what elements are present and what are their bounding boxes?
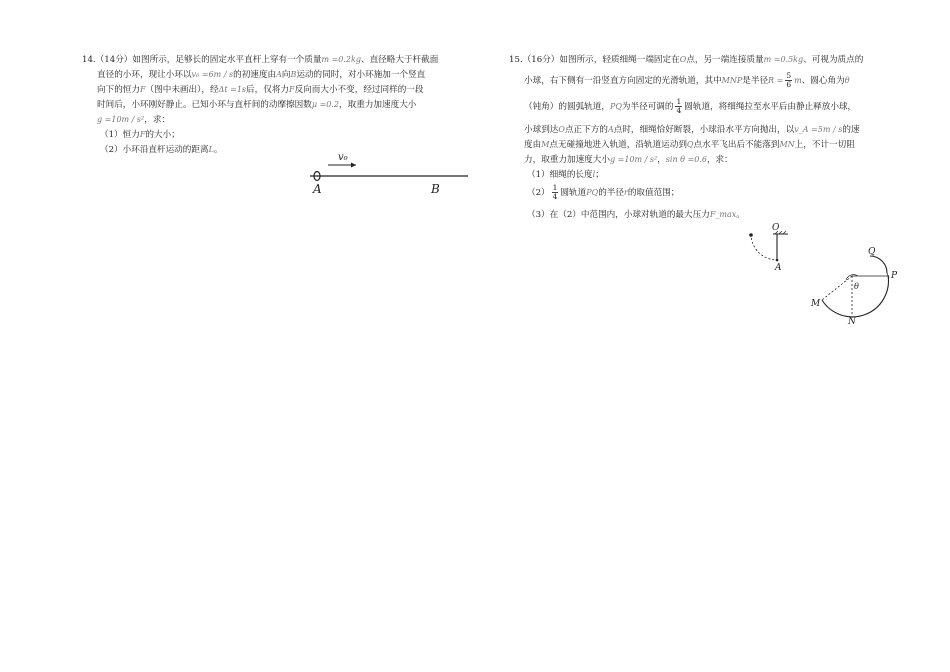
q15-point-m: M [541,140,550,149]
q14-text: （图中未画出），经 [145,85,219,95]
q15-sub2-fraction [552,184,559,201]
q15-text: 是半径 [742,76,769,86]
q15-text: 的取值范围； [627,188,680,198]
q14-text: （1）恒力 [100,130,140,140]
q14-text: 后，仅将力 [246,85,290,95]
q14-point-a: A [276,70,282,79]
fraction-numerator: 5 [786,71,792,80]
q15-radius: R = [768,76,784,85]
q14-text: （2）小环沿直杆运动的距离 [100,145,209,155]
q15-line-1 [509,52,907,67]
q14-text: 时间后，小环刚好静止。已知小环与直杆间的动摩擦因数 [97,100,312,110]
q14-line-5 [82,112,478,127]
q14-line-3 [82,82,478,97]
q15-text: （2） [527,188,550,198]
q15-text: ，求： [706,155,733,165]
q14-text: 的大小； [145,130,180,140]
q15-theta: θ [844,76,850,85]
q15-g: g =10m / s² [609,155,658,164]
q14-text: 的初速度由 [233,70,277,80]
q15-text: 小球到达 [524,125,559,135]
point-a-dot [776,259,779,262]
q14-force: F [139,130,146,139]
q15-figure [740,218,910,330]
q15-line-5 [509,137,907,152]
fraction-denominator: 4 [552,192,558,201]
q14-v0: v₀ =6m / s [191,70,234,79]
question-15 [509,52,907,222]
q15-va: v_A =5m / s [794,125,843,134]
q15-track-pq: PQ [586,188,599,197]
quarter-arc-pq [870,256,887,273]
q15-track-pq: PQ [609,102,622,111]
q15-mass: m =0.5kg [763,55,804,64]
q15-text: 点无碰撞地进入轨道，沿轨道运动到 [549,140,687,150]
question-14 [82,52,478,157]
q14-text: 向下的恒力 [97,85,140,95]
q15-segment-mn: MN [779,140,795,149]
q15-radius-fraction [785,72,792,89]
q14-line-4 [82,97,478,112]
q15-rope-length: l [592,170,596,179]
n-label: N [848,317,856,327]
q14-text: 反向而大小不变，经过同样的一段 [294,85,424,95]
q15-line-4 [509,122,907,137]
q15-line-2 [509,70,907,92]
q15-text: 点水平飞出后不能落到 [693,140,780,150]
q15-line-6 [509,152,907,167]
q14-text: ，求： [144,115,171,125]
p-label: P [891,271,898,281]
fraction-numerator: 1 [676,97,682,106]
q15-sin-theta: sin θ =0.6 [665,155,707,164]
q14-figure [300,148,480,200]
arrow-head [351,163,356,168]
q14-text: 运动的同时，对小环施加一个竖直 [296,70,426,80]
q15-sub-2 [509,182,907,204]
theta-label: θ [854,282,859,291]
q14-header: 14.（14分）如图所示，足够长的固定水平直杆上穿有一个质量 [82,55,322,65]
q15-small-radius: r [623,188,628,197]
q15-text: 的速 [842,125,860,135]
q15-line-3 [509,96,907,118]
q15-text: （1）细绳的长度 [527,170,593,180]
q15-point-q: Q [686,140,694,149]
m-label: M [811,299,821,309]
q15-point-a: A [607,125,614,134]
q15-max-force: F_max [709,210,737,219]
q14-force: F [289,85,295,94]
fraction-denominator: 6 [786,80,792,89]
q14-sub-1 [82,127,478,142]
ball [749,233,753,237]
q14-text: 直径的小环，现让小环以 [97,70,192,80]
radius-to-m [822,276,852,300]
fraction-numerator: 1 [552,183,558,192]
q15-text: 圆轨道 [560,188,587,198]
q15-text: 、可视为质点的 [803,55,864,65]
q14-line-2 [82,67,478,82]
q15-unit: m [794,76,802,85]
q14-force: F [139,85,146,94]
fraction-denominator: 4 [676,106,682,115]
q14-text: 向 [281,70,291,80]
q15-text: 力，取重力加速度大小 [524,155,610,165]
q14-g: g =10m / s² [97,115,145,124]
q14-text: 。 [213,145,223,155]
q15-text: ， [657,155,666,165]
q15-text: （钝角）的圆弧轨道， [524,102,610,112]
q15-text: 、圆心角为 [801,76,845,86]
q15-header: 15.（16分）如图所示，轻质细绳一端固定在 [509,55,680,65]
q14-distance: L [208,145,214,154]
q15-text: 点正下方的 [564,125,608,135]
point-b-label: B [431,182,440,196]
q15-text: 。 [736,210,745,220]
q15-point-o: O [679,55,687,64]
q15-arc-mnp: MNP [721,76,743,85]
q15-text: 点，另一端连接质量 [686,55,764,65]
q14-dt: Δt =1s [218,85,247,94]
q-label: Q [868,247,876,257]
q15-text: （3）在（2）中范围内，小球对轨道的最大压力 [527,210,710,220]
q15-text: 度由 [524,140,542,150]
q14-mass: m =0.2kg [321,55,361,64]
q15-text: 圆轨道，将细绳拉至水平后由静止释放小球， [684,102,857,112]
q14-line-1 [82,52,478,67]
q15-sub-1 [509,167,907,182]
q15-text: 的半径 [598,188,624,198]
q15-text: 点时，细绳恰好断裂，小球沿水平方向抛出，以 [613,125,795,135]
q15-point-o: O [558,125,565,134]
point-a-label: A [313,182,322,196]
q15-text: 小球，右下侧有一沿竖直方向固定的光滑轨道，其中 [524,76,722,86]
q15-text: ； [595,170,604,180]
q15-quarter-fraction [675,98,682,115]
o-label: O [772,223,780,233]
q15-text: 上，不计一切阻 [794,140,855,150]
q14-text: ，取重力加速度大小 [339,100,417,110]
q15-text: 为半径可调的 [621,102,674,112]
q14-text: 、直径略大于杆截面 [360,55,439,65]
swing-path [751,234,777,260]
q14-mu: μ =0.2 [311,100,340,109]
a-label: A [775,263,782,273]
q14-point-b: B [290,70,297,79]
v0-label: v₀ [338,152,348,163]
